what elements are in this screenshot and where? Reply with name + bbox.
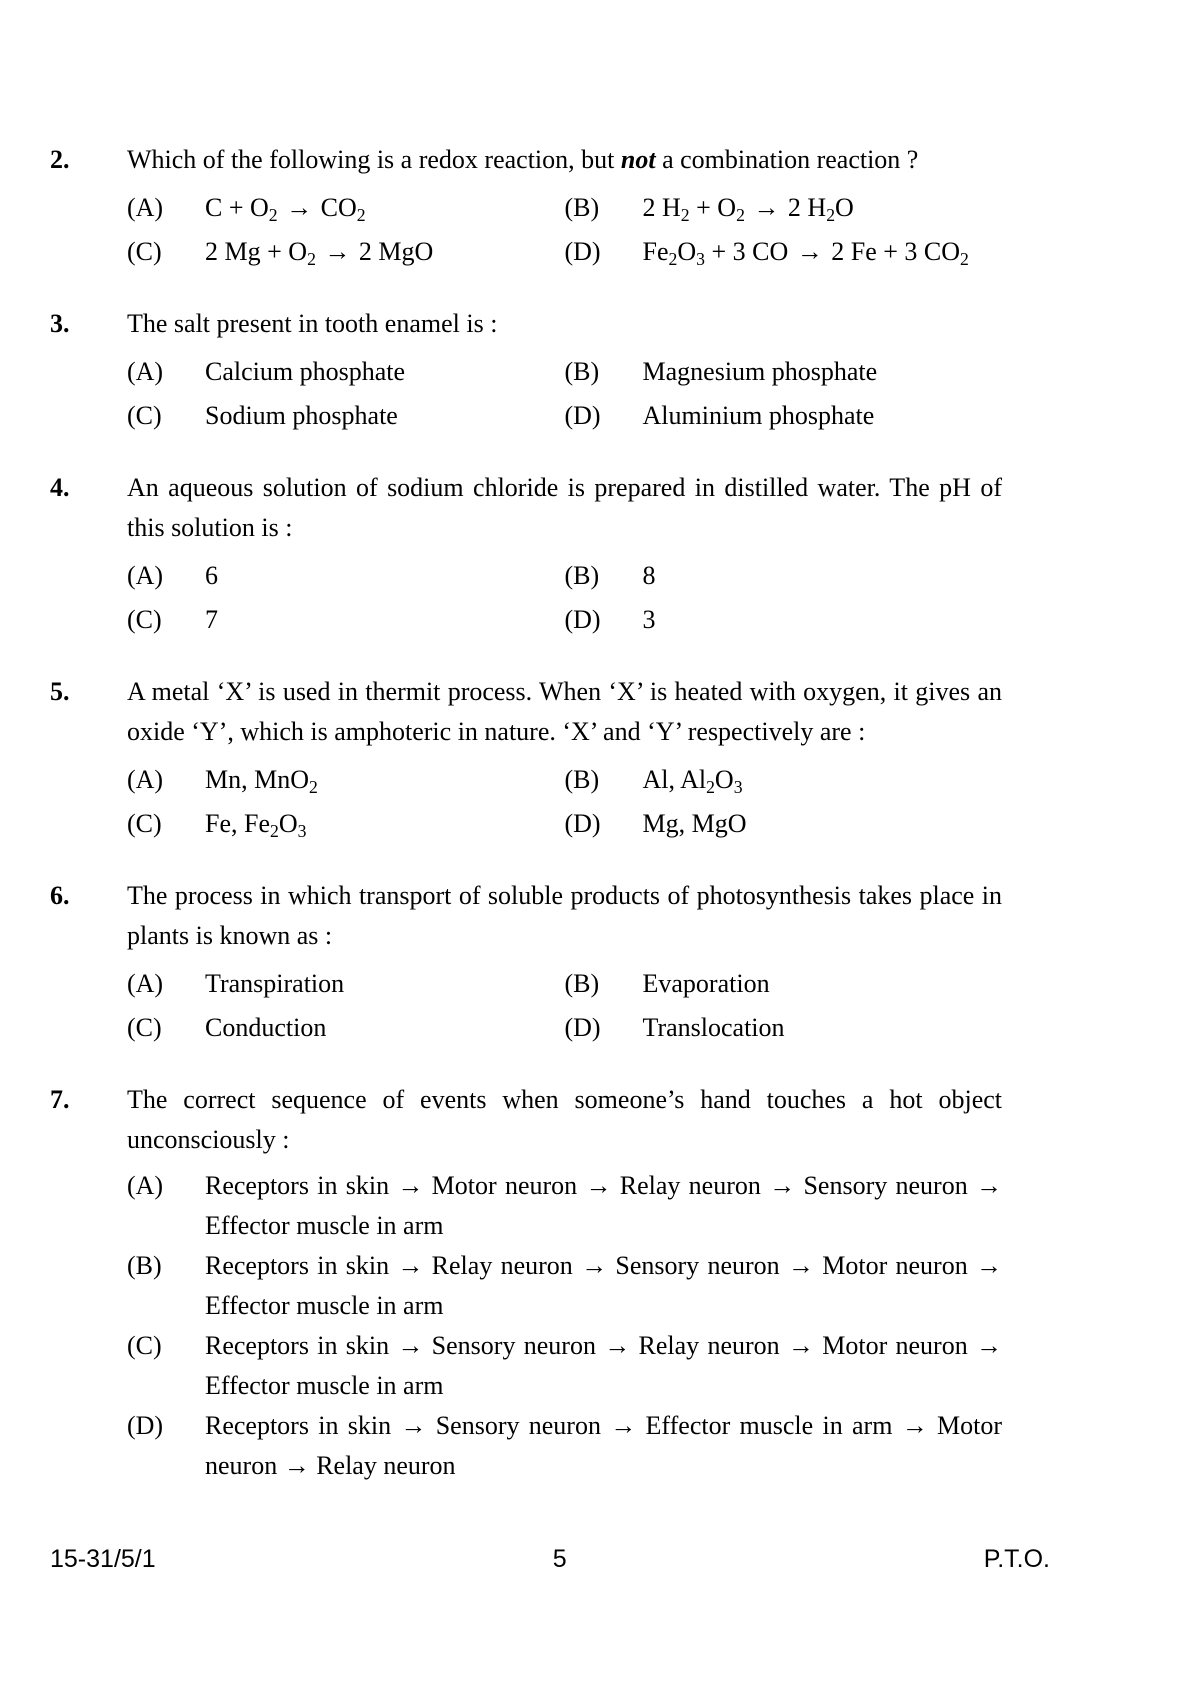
- option-label: (A): [127, 561, 164, 590]
- option-text: Sodium phosphate: [205, 401, 398, 430]
- question-number: 4.: [50, 473, 70, 502]
- option-a[interactable]: [127, 1166, 1002, 1246]
- option-label: (C): [127, 605, 162, 634]
- option-b[interactable]: [565, 554, 1003, 598]
- option-row: [127, 1246, 1002, 1326]
- option-text: $Fe_2O_3 + 3$ CO → 2 Fe + 3 $CO_2$: [642, 237, 969, 269]
- option-row: [127, 962, 1002, 1006]
- option-label: (D): [127, 1411, 164, 1440]
- page-footer: [50, 1545, 1050, 1574]
- question-stem: An aqueous solution of sodium chloride is prepared in distilled water. The pH of this solution is :: [127, 473, 1002, 542]
- option-text: Mn, MnO$_2$: [205, 765, 318, 797]
- option-a[interactable]: [127, 350, 565, 394]
- question-list: [50, 140, 1002, 1486]
- option-label: (B): [127, 1251, 162, 1280]
- question-7: [50, 1080, 1002, 1486]
- option-label: (C): [127, 1013, 162, 1042]
- question-number: 7.: [50, 1085, 70, 1114]
- option-label: (C): [127, 237, 162, 266]
- option-row: [127, 1166, 1002, 1246]
- option-text: $C + O_2 \to CO_2$: [205, 193, 366, 225]
- option-text: Transpiration: [205, 969, 345, 998]
- option-text: Magnesium phosphate: [642, 357, 878, 386]
- option-d[interactable]: [565, 394, 1003, 438]
- option-text: Aluminium phosphate: [642, 401, 875, 430]
- option-text: Receptors in skin → Sensory neuron → Relay neuron → Motor neuron → Effector muscle in arm: [205, 1331, 1002, 1400]
- question-stem: [127, 140, 1002, 180]
- spacer: [50, 642, 1002, 672]
- spacer: [50, 846, 1002, 876]
- option-text: Fe, $Fe_2O_3$: [205, 809, 307, 841]
- question-stem: The salt present in tooth enamel is :: [127, 309, 498, 338]
- question-2: [50, 140, 1002, 274]
- option-d[interactable]: [565, 802, 1003, 846]
- option-label: (B): [564, 969, 600, 998]
- option-row: [127, 1006, 1002, 1050]
- option-text: Conduction: [205, 1013, 327, 1042]
- question-number: 5.: [50, 677, 70, 706]
- option-d[interactable]: [565, 230, 1003, 274]
- option-row: [127, 1406, 1002, 1486]
- options-q2: [127, 186, 1002, 274]
- option-text: 7: [205, 605, 218, 634]
- option-b[interactable]: [127, 1246, 1002, 1326]
- question-3: [50, 304, 1002, 438]
- option-c[interactable]: [127, 802, 565, 846]
- option-b[interactable]: [565, 186, 1003, 230]
- question-number: 3.: [50, 309, 70, 338]
- option-label: (D): [564, 605, 601, 634]
- page-number: 5: [552, 1545, 567, 1573]
- options-q5: [127, 758, 1002, 846]
- option-label: (B): [564, 561, 600, 590]
- option-a[interactable]: [127, 962, 565, 1006]
- option-label: (D): [564, 809, 601, 838]
- option-text: 2 $Mg + O_2 \to 2$ MgO: [205, 237, 434, 269]
- question-number: 2.: [50, 145, 70, 174]
- pto-label: P.T.O.: [983, 1545, 1050, 1573]
- option-c[interactable]: [127, 1006, 565, 1050]
- question-stem: The correct sequence of events when someone’s hand touches a hot object unconsciously :: [127, 1085, 1002, 1154]
- arrow-icon: →: [324, 237, 351, 266]
- option-label: (C): [127, 401, 162, 430]
- option-d[interactable]: [127, 1406, 1002, 1486]
- option-text: 3: [642, 605, 656, 634]
- option-b[interactable]: [565, 962, 1003, 1006]
- question-5: [50, 672, 1002, 846]
- options-q4: [127, 554, 1002, 642]
- option-text: Mg, MgO: [642, 809, 747, 838]
- option-label: (D): [564, 1013, 601, 1042]
- option-row: [127, 350, 1002, 394]
- option-a[interactable]: [127, 554, 565, 598]
- option-label: (A): [127, 193, 164, 222]
- spacer: [50, 1050, 1002, 1080]
- spacer: [50, 274, 1002, 304]
- option-row: [127, 802, 1002, 846]
- option-text: Receptors in skin → Relay neuron → Sensory neuron → Motor neuron → Effector muscle in arm: [205, 1251, 1002, 1320]
- option-label: (B): [564, 357, 600, 386]
- option-label: (D): [564, 401, 601, 430]
- question-stem: The process in which transport of soluble products of photosynthesis takes place in plants is known as :: [127, 881, 1002, 950]
- arrow-icon: →: [796, 237, 823, 266]
- option-row: [127, 1326, 1002, 1406]
- option-text: Al, $Al_2O_3$: [642, 765, 743, 797]
- arrow-icon: →: [286, 193, 313, 222]
- option-text: Translocation: [642, 1013, 785, 1042]
- option-text: 2 $H_2 + O_2 \to 2$ $H_2O$: [642, 193, 854, 225]
- question-number: 6.: [50, 881, 70, 910]
- option-c[interactable]: [127, 1326, 1002, 1406]
- option-label: (A): [127, 969, 164, 998]
- question-6: [50, 876, 1002, 1050]
- option-text: 6: [205, 561, 218, 590]
- options-q6: [127, 962, 1002, 1050]
- paper-code: 15-31/5/1: [50, 1545, 156, 1573]
- option-label: (B): [564, 193, 600, 222]
- option-label: (D): [564, 237, 601, 266]
- options-q7: [127, 1166, 1002, 1486]
- option-row: [127, 598, 1002, 642]
- option-a[interactable]: [127, 758, 565, 802]
- option-label: (C): [127, 809, 162, 838]
- option-label: (A): [127, 1171, 164, 1200]
- option-c[interactable]: [127, 230, 565, 274]
- question-stem: A metal ‘X’ is used in thermit process. When ‘X’ is heated with oxygen, it gives an oxide ‘Y’, which is amphoteric in nature. ‘X’ and ‘Y’ respectively are :: [127, 677, 1002, 746]
- question-4: [50, 468, 1002, 642]
- option-a[interactable]: [127, 186, 565, 230]
- option-label: (C): [127, 1331, 162, 1360]
- option-d[interactable]: [565, 1006, 1003, 1050]
- option-text: Receptors in skin → Sensory neuron → Effector muscle in arm → Motor neuron → Relay neuron: [205, 1411, 1002, 1480]
- option-row: [127, 186, 1002, 230]
- option-d[interactable]: [565, 598, 1003, 642]
- option-c[interactable]: [127, 394, 565, 438]
- option-label: (A): [127, 765, 164, 794]
- spacer: [50, 438, 1002, 468]
- stem-part-2: a combination reaction ?: [655, 145, 919, 174]
- option-text: Evaporation: [642, 969, 770, 998]
- option-b[interactable]: [565, 758, 1003, 802]
- options-q3: [127, 350, 1002, 438]
- option-c[interactable]: [127, 598, 565, 642]
- stem-emphasis: not: [620, 145, 656, 174]
- option-row: [127, 394, 1002, 438]
- option-text: Receptors in skin → Motor neuron → Relay neuron → Sensory neuron → Effector muscle in arm: [205, 1171, 1002, 1240]
- stem-part-1: Which of the following is a redox reaction, but: [127, 145, 621, 174]
- option-b[interactable]: [565, 350, 1003, 394]
- option-row: [127, 230, 1002, 274]
- option-text: 8: [642, 561, 656, 590]
- option-row: [127, 758, 1002, 802]
- option-row: [127, 554, 1002, 598]
- option-label: (A): [127, 357, 164, 386]
- option-text: Calcium phosphate: [205, 357, 406, 386]
- option-label: (B): [564, 765, 600, 794]
- arrow-icon: →: [753, 193, 780, 222]
